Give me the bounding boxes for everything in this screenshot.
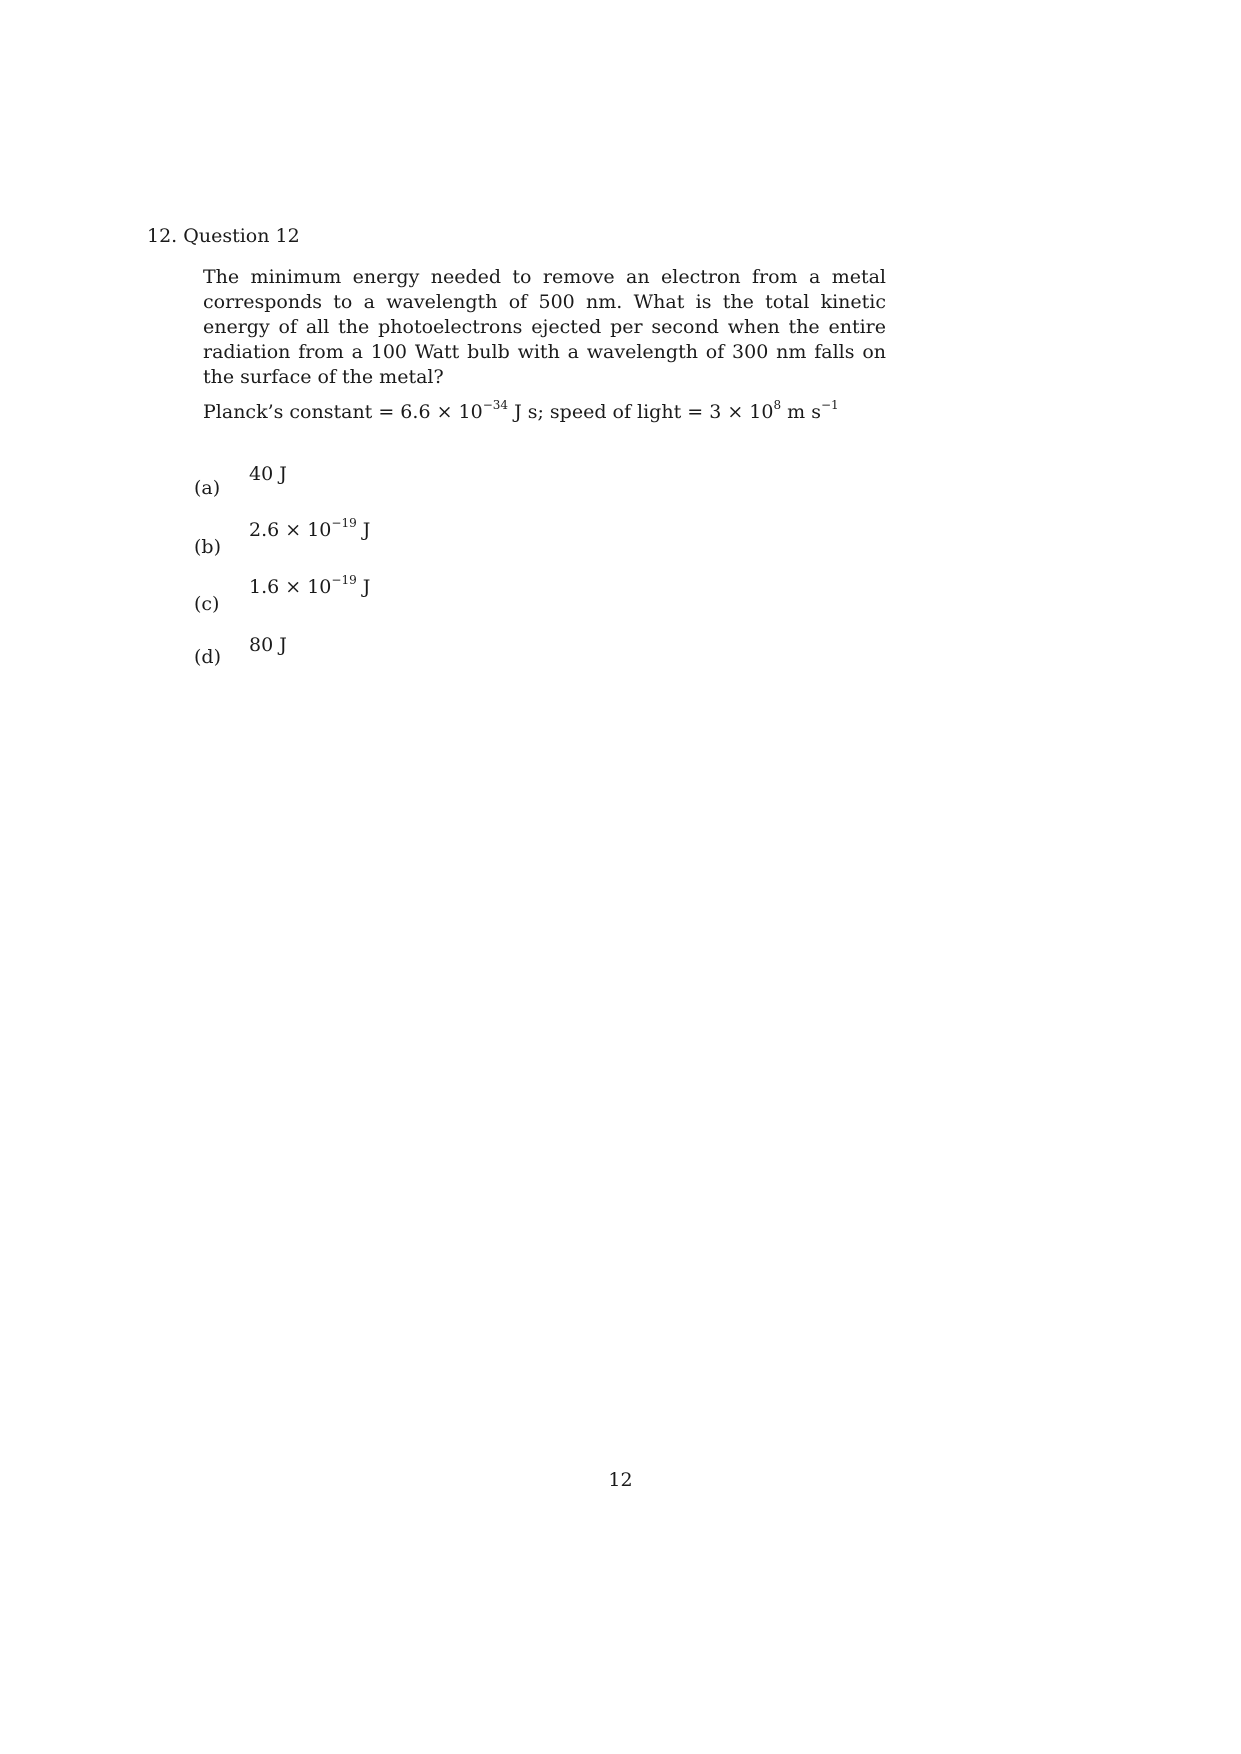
option-c-unit: J [356,576,371,598]
option-c-exponent: −19 [331,572,357,587]
option-b-label: (b) [194,536,221,558]
option-b-base: 2.6 × 10 [249,519,332,541]
question-text [203,265,886,390]
page-number: 12 [608,1469,633,1491]
option-c-label: (c) [194,593,220,615]
option-b-unit: J [356,519,371,541]
option-b-exponent: −19 [331,515,357,530]
question-title: Question 12 [183,225,300,247]
constants-part-3: m s [781,401,821,423]
constants-part-1: Planck’s constant = 6.6 × 10 [203,401,483,423]
option-a-label: (a) [194,477,221,499]
option-c-text [249,572,371,599]
option-c-base: 1.6 × 10 [249,576,332,598]
option-c[interactable] [0,572,600,623]
constants-part-2: J s; speed of light = 3 × 10 [508,401,774,423]
question-stem: The minimum energy needed to remove an electron from a metal corresponds to a wavelength of 500 nm. What is the total kinetic energy of all the photoelectrons ejected per second when the entire radiation from a 100 Watt bulb with a wavelength of 300 nm falls on the surface of the metal? [203,266,886,388]
constants-exponent-1: −34 [482,397,509,412]
option-d-text: 80 J [249,634,287,656]
option-a-text: 40 J [249,463,287,485]
option-d-label: (d) [194,646,221,668]
question-constants [203,397,839,424]
option-b-text [249,515,371,542]
question-heading [147,224,300,248]
question-number: 12. [147,225,178,247]
option-d[interactable] [0,633,600,681]
constants-exponent-3: −1 [820,397,839,412]
option-a[interactable] [0,462,600,510]
constants-exponent-2: 8 [773,397,782,412]
option-b[interactable] [0,515,600,566]
